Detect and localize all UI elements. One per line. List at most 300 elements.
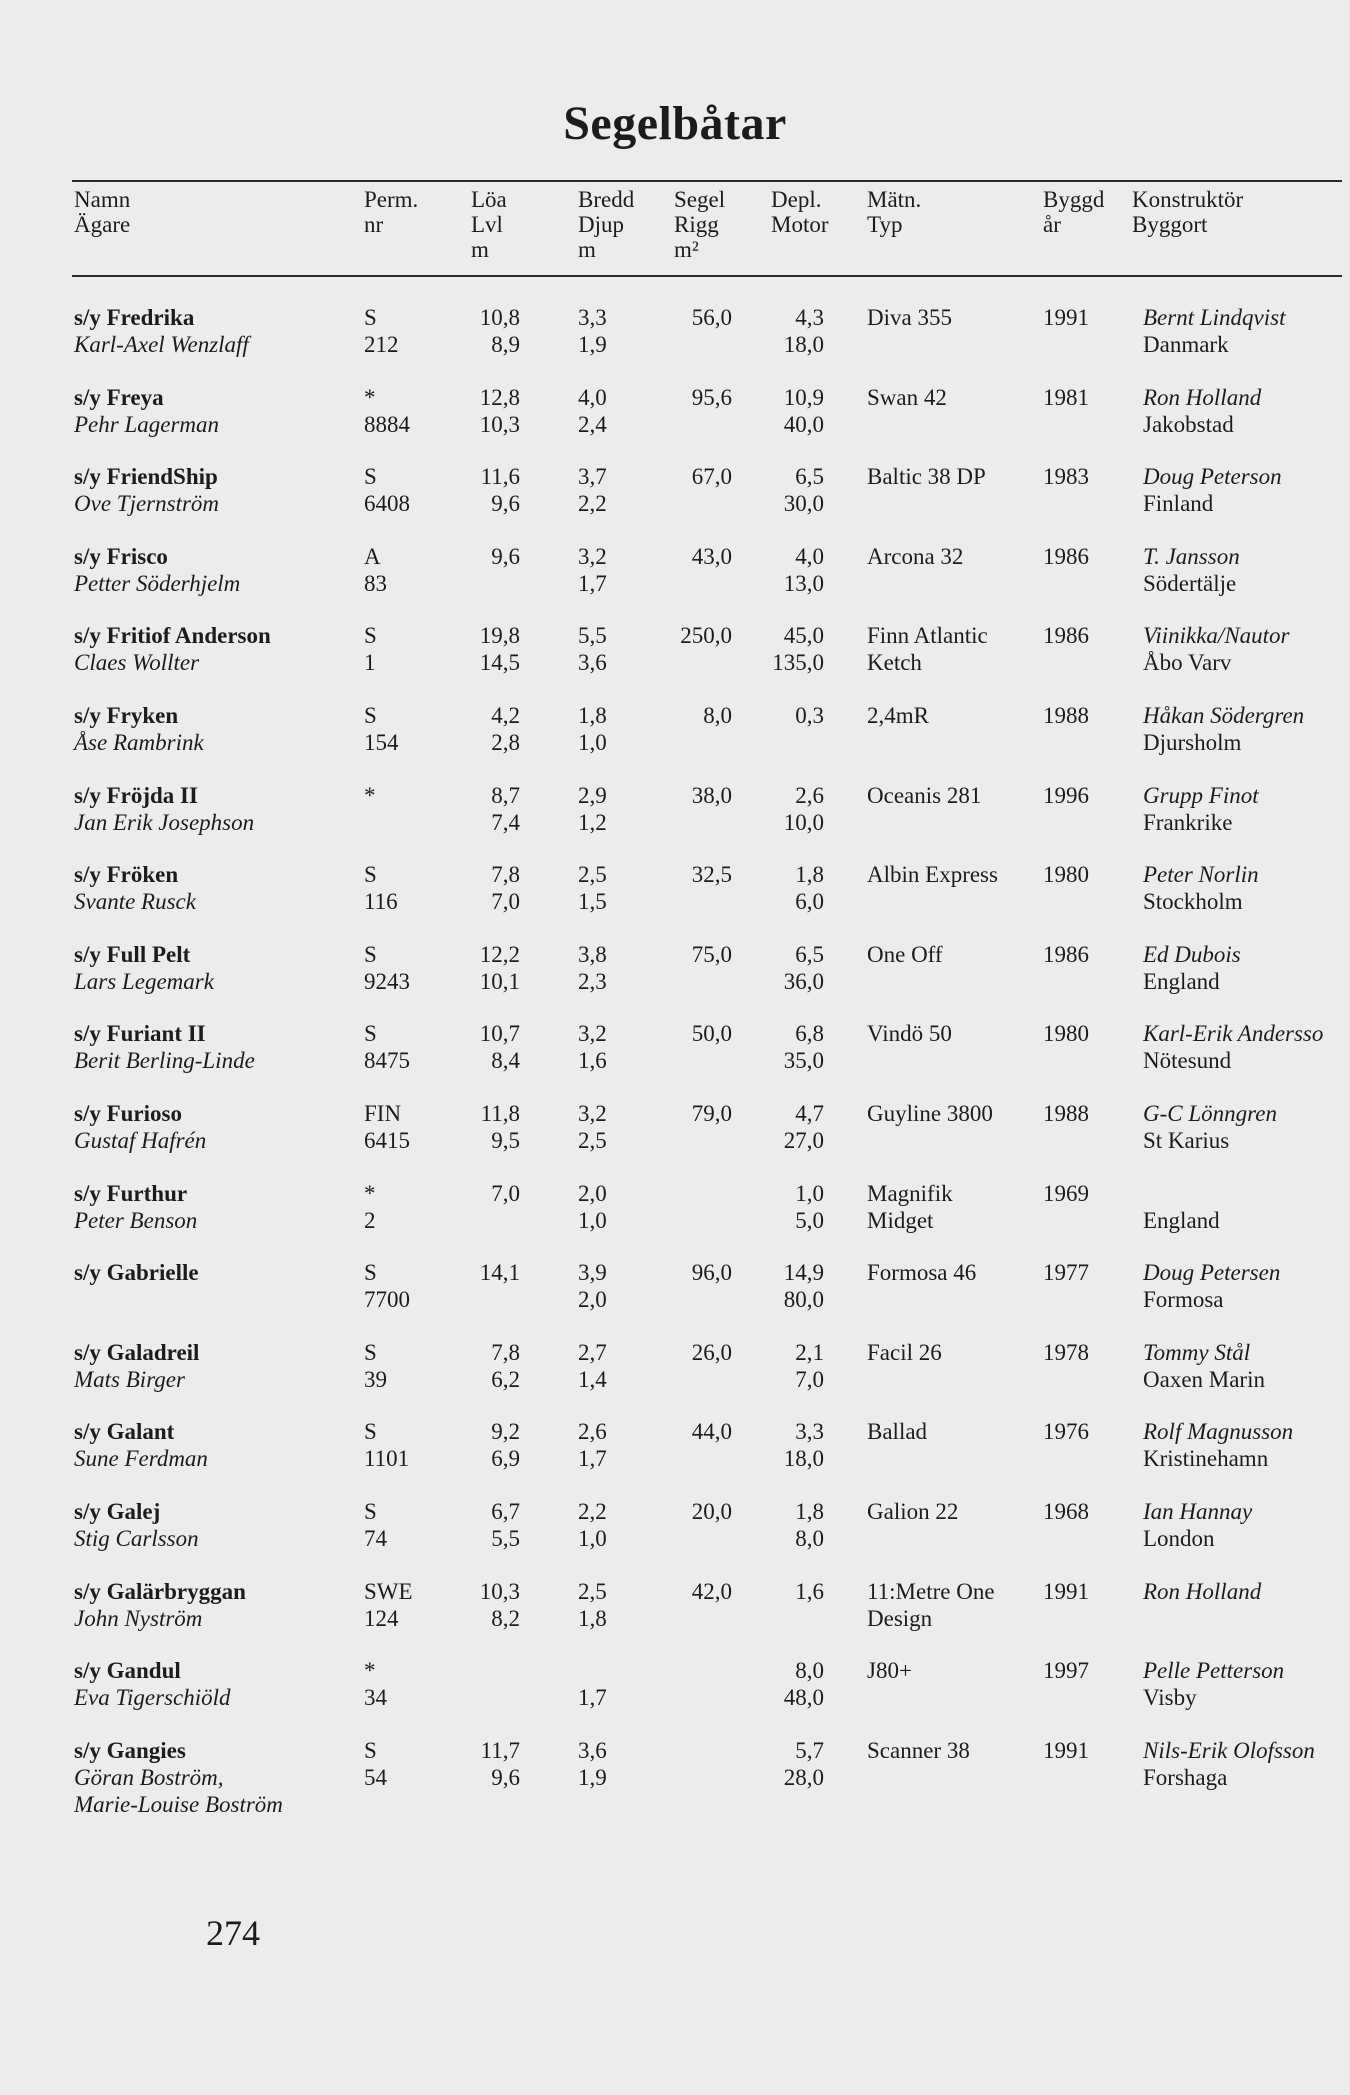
boat-entry [0, 1418, 1350, 1498]
year-cell [1043, 1180, 1089, 1207]
djup-value: 1,0 [578, 730, 607, 755]
perm-cell [364, 1020, 410, 1074]
typ-value: Scanner 38 [867, 1737, 970, 1763]
depl-value: 1,8 [795, 1499, 824, 1524]
year-cell [1043, 702, 1089, 729]
depl-value: 45,0 [783, 623, 824, 649]
typ-cell [867, 1180, 953, 1234]
header-loa [471, 187, 507, 262]
djup-value: 1,8 [578, 1605, 607, 1631]
konstruktor-cell [1143, 384, 1261, 438]
segel-cell [650, 463, 732, 490]
build-year: 1996 [1043, 782, 1089, 808]
segel-value: 56,0 [691, 305, 732, 330]
designer: Doug Petersen [1143, 1260, 1281, 1286]
perm-cell [364, 1657, 387, 1711]
boat-owner-continued [74, 836, 254, 863]
build-place: Oaxen Marin [1143, 1366, 1265, 1392]
konstruktor-cell [1143, 304, 1285, 358]
typ-value-continued [867, 1764, 970, 1791]
boat-name: s/y Gabrielle [74, 1260, 199, 1286]
build-year: 1983 [1043, 464, 1089, 490]
boat-entry [0, 384, 1350, 464]
header-label: Depl. [771, 187, 822, 212]
boat-owner: Karl-Axel Wenzlaff [74, 332, 249, 357]
year-cell [1043, 304, 1089, 331]
typ-cell [867, 1657, 912, 1711]
perm-cell [364, 1498, 387, 1552]
loa-cell [450, 1498, 520, 1552]
motor-value: 80,0 [783, 1287, 824, 1313]
typ-value-continued [867, 968, 943, 995]
boat-name-cell [74, 622, 271, 703]
year-cell [1043, 463, 1089, 490]
boat-owner: Mats Birger [74, 1366, 185, 1392]
loa-cell [450, 1100, 520, 1154]
segel-value: 79,0 [691, 1101, 732, 1126]
boat-name: s/y Furthur [74, 1180, 188, 1206]
bredd-cell [578, 1339, 607, 1393]
boat-owner: Stig Carlsson [74, 1526, 199, 1551]
boat-name: s/y Fröken [74, 862, 179, 888]
boat-name: s/y Fröjda II [74, 782, 198, 808]
segel-cell [650, 1578, 732, 1605]
build-year: 1986 [1043, 623, 1089, 649]
build-place: Formosa [1143, 1287, 1224, 1313]
boat-entry [0, 1657, 1350, 1737]
boat-name-cell [74, 782, 254, 863]
designer: Ron Holland [1143, 1578, 1262, 1604]
year-cell [1043, 1100, 1089, 1127]
boat-name-cell [74, 1259, 199, 1340]
konstruktor-cell [1143, 702, 1304, 756]
loa-value: 9,6 [491, 543, 520, 569]
boat-name: s/y Fredrika [74, 305, 195, 330]
segel-value: 38,0 [691, 782, 732, 808]
segel-cell [650, 1498, 732, 1525]
sail-number: 74 [364, 1526, 387, 1551]
boat-owner-continued [74, 756, 204, 783]
typ-value: Diva 355 [867, 305, 952, 330]
loa-value: 12,2 [479, 941, 520, 967]
typ-value-continued [867, 809, 981, 836]
sail-number: 8884 [364, 411, 410, 437]
boat-entry [0, 1180, 1350, 1260]
year-cell [1043, 1339, 1089, 1366]
perm-cell [364, 702, 399, 756]
depl-cell [742, 861, 824, 915]
sail-number [364, 809, 376, 836]
bredd-cell [578, 543, 607, 597]
designer: Peter Norlin [1143, 862, 1259, 888]
header-bredd [578, 187, 634, 262]
konstruktor-cell [1143, 622, 1290, 676]
year-cell [1043, 622, 1089, 649]
depl-value: 4,3 [795, 305, 824, 330]
konstruktor-cell [1143, 1100, 1277, 1154]
motor-value: 35,0 [783, 1048, 824, 1074]
perm-value: S [364, 862, 377, 888]
perm-cell [364, 384, 410, 438]
perm-value: * [364, 1180, 376, 1206]
typ-cell [867, 1418, 927, 1472]
typ-value-continued [867, 570, 963, 597]
djup-value: 2,0 [578, 1287, 607, 1313]
boat-entry [0, 622, 1350, 702]
loa-value: 19,8 [479, 623, 520, 649]
bredd-value: 2,0 [578, 1180, 607, 1206]
loa-cell [450, 463, 520, 517]
build-year: 1991 [1043, 305, 1089, 330]
bredd-value: 2,2 [578, 1499, 607, 1524]
depl-value: 6,5 [795, 941, 824, 967]
typ-cell [867, 622, 988, 676]
loa-cell [450, 1418, 520, 1472]
djup-value: 1,6 [578, 1048, 607, 1074]
boat-entry [0, 1259, 1350, 1339]
bredd-value: 3,3 [578, 305, 607, 330]
perm-cell [364, 861, 398, 915]
perm-value: * [364, 384, 376, 410]
bredd-value [578, 1657, 607, 1684]
perm-value: S [364, 1737, 377, 1763]
perm-cell [364, 463, 410, 517]
sail-number: 34 [364, 1685, 387, 1711]
bredd-value: 2,7 [578, 1339, 607, 1365]
build-year: 1997 [1043, 1658, 1089, 1684]
designer: Rolf Magnusson [1143, 1419, 1294, 1445]
bredd-cell [578, 384, 607, 438]
designer: Bernt Lindqvist [1143, 305, 1286, 330]
boat-entry [0, 463, 1350, 543]
typ-value-continued [867, 1286, 976, 1313]
build-year: 1978 [1043, 1339, 1089, 1365]
loa-value: 4,2 [491, 703, 520, 728]
typ-cell [867, 463, 986, 517]
motor-value: 36,0 [783, 968, 824, 994]
boat-owner: Ove Tjernström [74, 491, 220, 517]
boat-name-cell [74, 1100, 206, 1181]
djup-value: 1,4 [578, 1366, 607, 1392]
year-cell [1043, 1498, 1089, 1525]
typ-value: Facil 26 [867, 1339, 942, 1365]
motor-value [742, 729, 824, 756]
motor-value: 6,0 [795, 889, 824, 915]
segel-value [650, 1657, 732, 1684]
build-year: 1977 [1043, 1260, 1089, 1286]
year-cell [1043, 861, 1089, 888]
depl-value: 5,7 [795, 1737, 824, 1763]
sail-number: 1101 [364, 1446, 410, 1472]
konstruktor-cell [1143, 861, 1259, 915]
loa-value: 11,7 [480, 1737, 520, 1763]
djup-value: 2,4 [578, 411, 607, 437]
typ-value-continued: Ketch [867, 650, 922, 676]
bredd-cell [578, 463, 607, 517]
typ-cell [867, 861, 998, 915]
boat-owner: Eva Tigerschiöld [74, 1685, 231, 1711]
build-year: 1991 [1043, 1578, 1089, 1604]
build-year: 1976 [1043, 1419, 1089, 1445]
bredd-value: 2,5 [578, 862, 607, 888]
loa-cell [450, 1657, 520, 1711]
boat-owner-continued [74, 1632, 246, 1659]
boat-name-cell [74, 1657, 231, 1738]
perm-value: S [364, 703, 377, 728]
boat-entry [0, 1020, 1350, 1100]
year-cell [1043, 1020, 1089, 1047]
typ-value: Galion 22 [867, 1499, 959, 1524]
bredd-value: 1,8 [578, 703, 607, 728]
perm-cell [364, 1737, 387, 1791]
perm-value: S [364, 305, 377, 330]
bredd-cell [578, 861, 607, 915]
sail-number: 8475 [364, 1048, 410, 1074]
depl-cell [742, 622, 824, 676]
designer: Pelle Petterson [1143, 1658, 1285, 1684]
typ-cell [867, 1100, 993, 1154]
typ-cell [867, 1259, 976, 1313]
bredd-value: 3,2 [578, 1021, 607, 1047]
segel-value [650, 1737, 732, 1764]
lvl-value: 6,2 [491, 1366, 520, 1392]
depl-cell [742, 1657, 824, 1711]
sail-number: 2 [364, 1207, 376, 1233]
bredd-value: 3,7 [578, 464, 607, 490]
depl-cell [742, 1498, 824, 1552]
designer: Ed Dubois [1143, 941, 1241, 967]
djup-value: 1,7 [578, 1446, 607, 1472]
bredd-cell [578, 304, 607, 358]
bredd-value: 2,9 [578, 782, 607, 808]
boat-owner: Gustaf Hafrén [74, 1128, 207, 1153]
perm-value: S [364, 623, 377, 649]
konstruktor-cell [1143, 543, 1240, 597]
loa-value: 10,8 [479, 305, 520, 330]
konstruktor-cell [1143, 1020, 1323, 1074]
page-number: 274 [206, 1913, 260, 1953]
boat-entry [0, 782, 1350, 862]
konstruktor-cell [1143, 1339, 1265, 1393]
sail-number: 6408 [364, 491, 410, 517]
loa-value: 6,7 [491, 1499, 520, 1524]
typ-value: Finn Atlantic [867, 623, 988, 649]
header-label: Djup [578, 212, 624, 237]
lvl-value: 10,3 [479, 411, 520, 437]
sail-number: 83 [364, 570, 387, 596]
typ-value: Ballad [867, 1419, 928, 1445]
build-place: Djursholm [1143, 730, 1242, 755]
depl-value: 4,0 [795, 543, 824, 569]
bredd-cell [578, 1498, 607, 1552]
build-place: London [1143, 1526, 1215, 1551]
typ-cell [867, 702, 929, 756]
typ-value: Vindö 50 [867, 1021, 952, 1047]
lvl-value: 7,0 [491, 889, 520, 915]
segel-value: 96,0 [691, 1260, 732, 1286]
typ-value-continued [867, 1684, 912, 1711]
header-label: Namn [74, 187, 131, 212]
perm-cell [364, 941, 410, 995]
lvl-value [450, 1207, 520, 1234]
lvl-value: 2,8 [491, 730, 520, 755]
djup-value: 2,5 [578, 1128, 607, 1153]
motor-value: 27,0 [783, 1128, 824, 1153]
djup-value: 1,0 [578, 1207, 607, 1233]
segel-value: 8,0 [703, 703, 732, 728]
perm-value: A [364, 543, 381, 569]
djup-value: 3,6 [578, 650, 607, 676]
build-year: 1988 [1043, 1101, 1089, 1126]
perm-value: S [364, 1419, 377, 1445]
build-year: 1991 [1043, 1737, 1089, 1763]
lvl-value [450, 1286, 520, 1313]
build-place: Stockholm [1143, 889, 1243, 915]
loa-cell [450, 702, 520, 756]
boat-name-cell [74, 1418, 208, 1499]
header-label: m² [674, 237, 699, 262]
loa-value [450, 1657, 520, 1684]
designer: Ron Holland [1143, 384, 1262, 410]
sail-number: 39 [364, 1366, 387, 1392]
boat-owner-continued [74, 1393, 199, 1420]
segel-cell [650, 861, 732, 888]
perm-cell [364, 1259, 410, 1313]
build-place [1143, 1605, 1261, 1632]
loa-value: 7,8 [491, 1339, 520, 1365]
build-year: 1969 [1043, 1180, 1089, 1206]
segel-value: 44,0 [691, 1419, 732, 1445]
loa-value: 7,0 [491, 1180, 520, 1206]
konstruktor-cell [1143, 1418, 1293, 1472]
header-label: Ägare [74, 212, 131, 237]
segel-cell [650, 304, 732, 331]
motor-value: 18,0 [783, 1446, 824, 1472]
boat-name: s/y Freya [74, 384, 164, 410]
boat-owner-continued [74, 1074, 255, 1101]
boat-name: s/y Fryken [74, 703, 179, 728]
djup-value: 1,9 [578, 1764, 607, 1790]
header-label: Segel [674, 187, 726, 212]
build-year: 1968 [1043, 1499, 1089, 1524]
build-place: Finland [1143, 491, 1214, 517]
depl-value: 1,8 [795, 862, 824, 888]
segel-value: 32,5 [691, 862, 732, 888]
boat-name-cell [74, 543, 240, 624]
boat-entry [0, 702, 1350, 782]
boat-owner [74, 1286, 199, 1313]
typ-value: J80+ [867, 1658, 912, 1684]
typ-value: Baltic 38 DP [867, 464, 986, 490]
boat-name-cell [74, 463, 219, 544]
depl-cell [742, 1737, 824, 1791]
boat-name: s/y Galärbryggan [74, 1578, 246, 1604]
boat-owner: Claes Wollter [74, 650, 200, 676]
segel-cell [650, 782, 732, 809]
typ-value-continued [867, 1127, 993, 1154]
header-label: Mätn. [867, 187, 922, 212]
boat-owner-continued: Marie-Louise Boström [74, 1791, 283, 1817]
designer: Karl-Erik Andersso [1143, 1021, 1324, 1047]
bredd-cell [578, 702, 607, 756]
segel-value: 43,0 [691, 543, 732, 569]
typ-cell [867, 304, 952, 358]
djup-value: 1,9 [578, 332, 607, 357]
typ-value: Oceanis 281 [867, 782, 982, 808]
year-cell [1043, 1737, 1089, 1764]
loa-cell [450, 782, 520, 836]
build-place: Nötesund [1143, 1048, 1232, 1074]
perm-cell [364, 1339, 387, 1393]
konstruktor-cell [1143, 782, 1259, 836]
segel-cell [650, 1259, 732, 1286]
sail-number: 6415 [364, 1128, 410, 1153]
loa-cell [450, 384, 520, 438]
lvl-value: 10,1 [479, 968, 520, 994]
boat-owner: Lars Legemark [74, 968, 214, 994]
designer: Ian Hannay [1143, 1499, 1253, 1524]
perm-value: S [364, 941, 377, 967]
year-cell [1043, 941, 1089, 968]
depl-cell [742, 1180, 824, 1234]
loa-cell [450, 861, 520, 915]
konstruktor-cell [1143, 1737, 1315, 1791]
header-label: Byggort [1132, 212, 1208, 237]
boat-owner-continued [74, 517, 219, 544]
segel-cell [650, 1737, 732, 1764]
designer: Tommy Stål [1143, 1339, 1251, 1365]
lvl-value [450, 1684, 520, 1711]
bredd-cell [578, 622, 607, 676]
motor-value: 18,0 [783, 332, 824, 357]
perm-cell [364, 543, 387, 597]
header-label: Bredd [578, 187, 635, 212]
year-cell [1043, 782, 1089, 809]
segel-cell [650, 1418, 732, 1445]
perm-cell [364, 782, 376, 836]
typ-cell [867, 1339, 942, 1393]
depl-value: 6,8 [795, 1021, 824, 1047]
depl-value: 8,0 [795, 1658, 824, 1684]
bredd-cell [578, 1657, 607, 1711]
konstruktor-cell [1143, 1259, 1280, 1313]
perm-cell [364, 1578, 413, 1632]
loa-value: 11,6 [480, 464, 520, 490]
segel-cell [650, 543, 732, 570]
segel-cell [650, 622, 732, 649]
perm-cell [364, 1418, 409, 1472]
bredd-value: 3,9 [578, 1260, 607, 1286]
lvl-value: 8,4 [491, 1048, 520, 1074]
designer: T. Jansson [1143, 543, 1240, 569]
header-top-rule [72, 180, 1342, 182]
header-namn [74, 187, 130, 237]
segel-cell [650, 1657, 732, 1684]
build-place: St Karius [1143, 1128, 1230, 1153]
boat-name-cell [74, 304, 249, 385]
header-label: Typ [867, 212, 903, 237]
depl-cell [742, 1100, 824, 1154]
typ-value: 2,4mR [867, 703, 929, 728]
lvl-value: 14,5 [479, 650, 520, 676]
typ-value-continued [867, 1047, 952, 1074]
loa-value: 7,8 [491, 862, 520, 888]
boat-name: s/y Gangies [74, 1737, 186, 1763]
sail-number: 7700 [364, 1287, 410, 1313]
segel-value: 250,0 [680, 623, 732, 649]
motor-value: 40,0 [783, 411, 824, 437]
designer [1143, 1180, 1220, 1207]
